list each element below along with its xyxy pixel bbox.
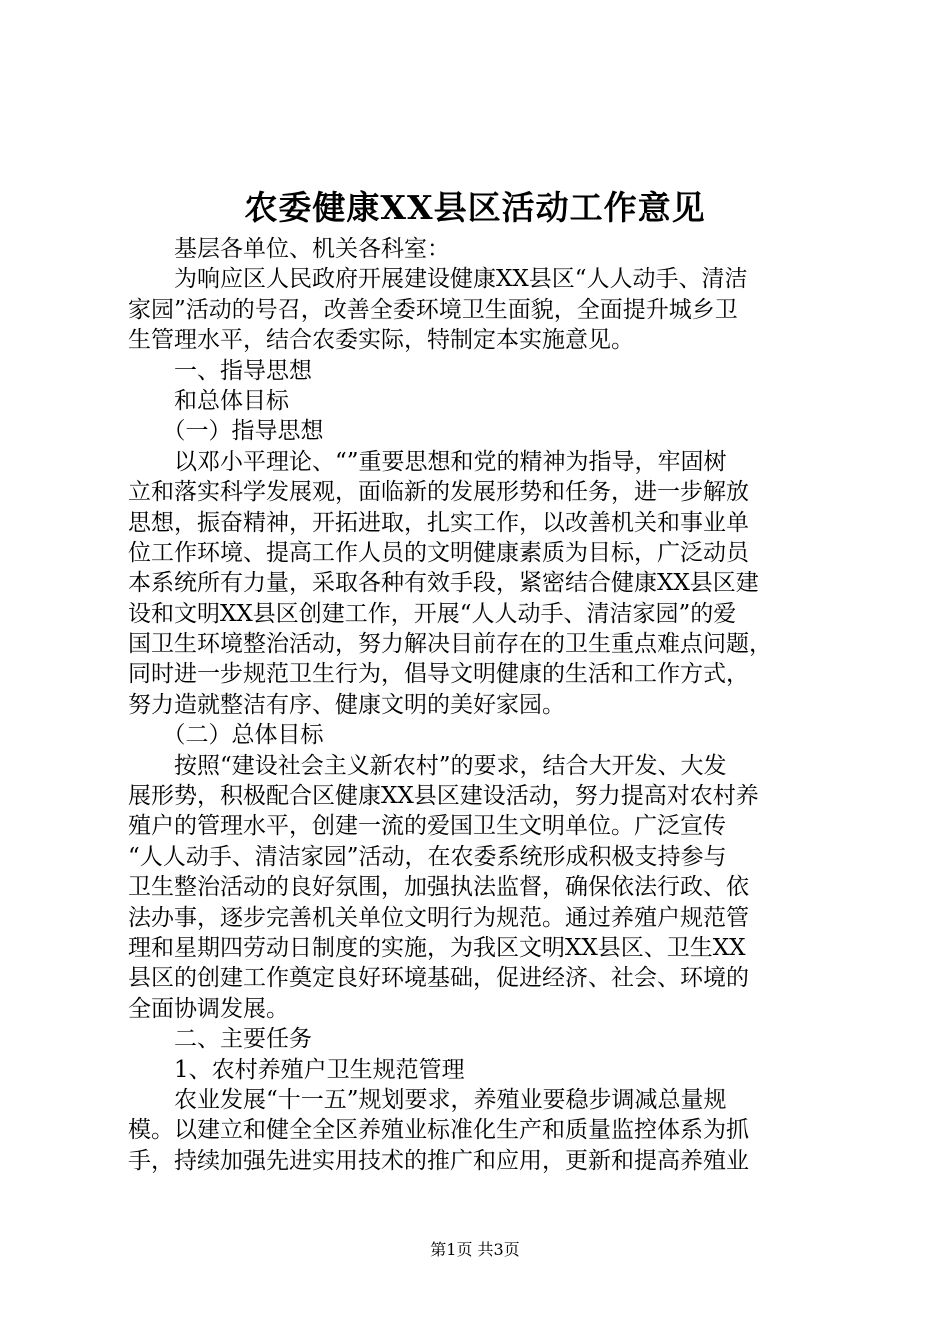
subsection-heading: （一）指导思想 <box>128 418 324 445</box>
text-line: 展形势，积极配合区健康XX县区建设活动，努力提高对农村养 <box>128 783 759 810</box>
section-heading: 一、指导思想 <box>128 357 312 384</box>
section-heading: 二、主要任务 <box>128 1026 312 1053</box>
text-line: 国卫生环境整治活动，努力解决目前存在的卫生重点难点问题， <box>128 631 772 658</box>
text-line: 卫生整治活动的良好氛围，加强执法监督，确保依法行政、依 <box>128 874 749 901</box>
text-line: 理和星期四劳动日制度的实施，为我区文明XX县区、卫生XX <box>128 934 746 961</box>
text-line: 家园”活动的号召，改善全委环境卫生面貌，全面提升城乡卫 <box>128 296 738 323</box>
text-line: 以邓小平理论、“”重要思想和党的精神为指导，牢固树 <box>128 448 727 475</box>
text-line: 设和文明XX县区创建工作，开展“人人动手、清洁家园”的爱 <box>128 600 737 627</box>
section-heading: 和总体目标 <box>128 387 289 414</box>
text-line: 基层各单位、机关各科室： <box>128 236 450 262</box>
text-line: 努力造就整洁有序、健康文明的美好家园。 <box>128 691 565 718</box>
text-line: 殖户的管理水平，创建一流的爱国卫生文明单位。广泛宣传 <box>128 813 726 840</box>
text-line: 全面协调发展。 <box>128 995 289 1022</box>
text-line: 法办事，逐步完善机关单位文明行为规范。通过养殖户规范管 <box>128 904 749 931</box>
subsection-heading: （二）总体目标 <box>128 722 324 749</box>
text-line: 位工作环境、提高工作人员的文明健康素质为目标，广泛动员 <box>128 539 749 566</box>
text-line: 同时进一步规范卫生行为，倡导文明健康的生活和工作方式， <box>128 661 749 688</box>
text-line: 生管理水平，结合农委实际，特制定本实施意见。 <box>128 327 634 354</box>
page-number-footer: 第1页 共3页 <box>430 1240 520 1259</box>
subsection-heading: 1、农村养殖户卫生规范管理 <box>128 1056 465 1083</box>
document-body <box>128 234 828 1176</box>
text-line: 县区的创建工作奠定良好环境基础，促进经济、社会、环境的 <box>128 965 749 992</box>
text-line: “人人动手、清洁家园”活动，在农委系统形成积极支持参与 <box>128 843 727 870</box>
text-line: 立和落实科学发展观，面临新的发展形势和任务，进一步解放 <box>128 479 749 506</box>
text-line: 模。以建立和健全全区养殖业标准化生产和质量监控体系为抓 <box>128 1117 749 1144</box>
text-line: 按照“建设社会主义新农村”的要求，结合大开发、大发 <box>128 752 727 779</box>
document-title: 农委健康XX县区活动工作意见 <box>244 188 706 227</box>
text-line: 手，持续加强先进实用技术的推广和应用，更新和提高养殖业 <box>128 1147 749 1174</box>
text-line: 为响应区人民政府开展建设健康XX县区“人人动手、清洁 <box>128 266 748 293</box>
text-line: 本系统所有力量，采取各种有效手段，紧密结合健康XX县区建 <box>128 570 759 597</box>
text-line: 农业发展“十一五”规划要求，养殖业要稳步调减总量规 <box>128 1086 727 1113</box>
text-line: 思想，振奋精神，开拓进取，扎实工作，以改善机关和事业单 <box>128 509 749 536</box>
